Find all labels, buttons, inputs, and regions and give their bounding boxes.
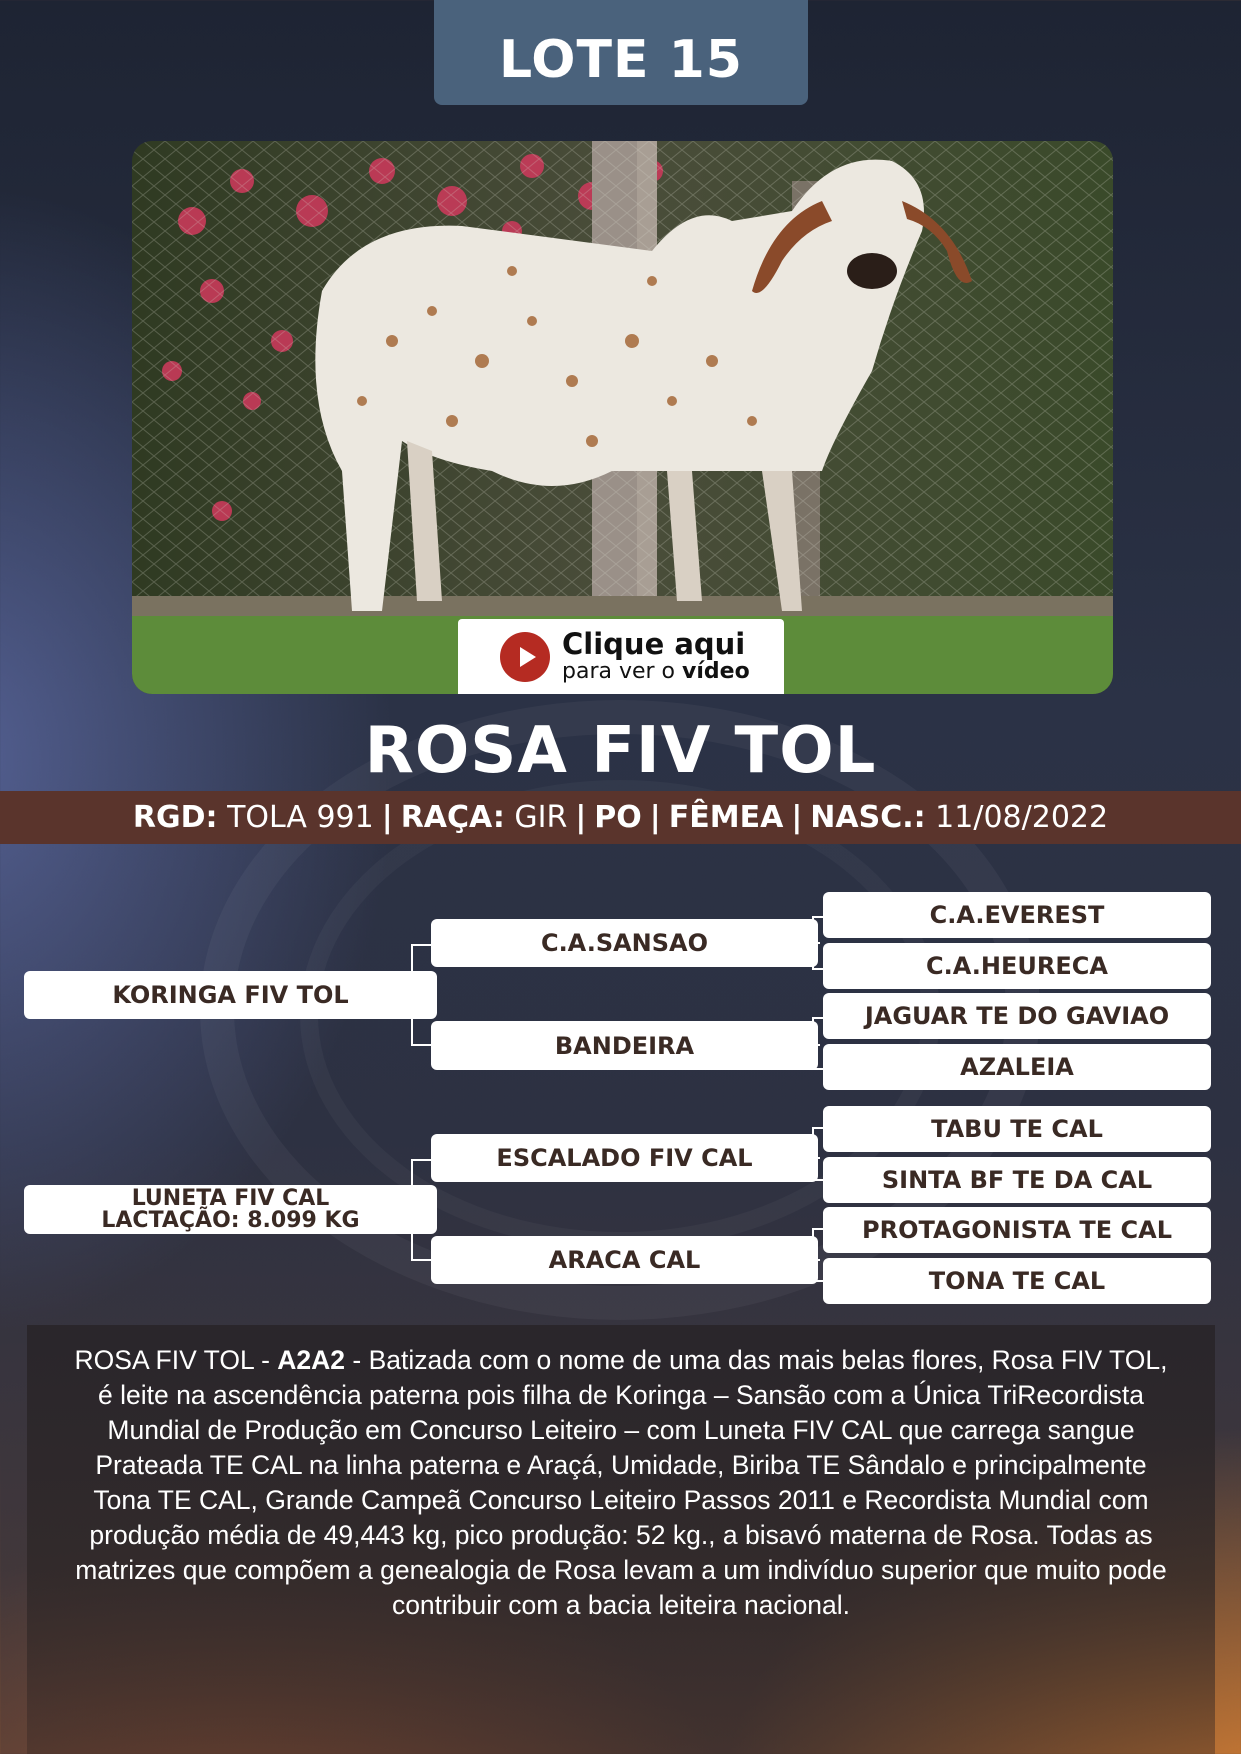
sex-value: FÊMEA xyxy=(668,800,784,835)
great-grandparent-box: TONA TE CAL xyxy=(823,1258,1211,1304)
great-grandparent-box: PROTAGONISTA TE CAL xyxy=(823,1207,1211,1253)
great-grandparent-box: C.A.HEURECA xyxy=(823,943,1211,989)
rgd-value: TOLA 991 xyxy=(227,800,374,835)
dam-lactation: LACTAÇÃO: 8.099 KG xyxy=(101,1207,360,1233)
great-grandparent-box: TABU TE CAL xyxy=(823,1106,1211,1152)
lot-number: LOTE 15 xyxy=(434,0,808,105)
sire-dam-box: BANDEIRA xyxy=(431,1021,818,1070)
sire-sire-box: C.A.SANSAO xyxy=(431,919,818,967)
video-button-sublabel: para ver o vídeo xyxy=(562,659,750,684)
description-text: ROSA FIV TOL - A2A2 - Batizada com o nome de uma das mais belas flores, Rosa FIV TOL, é leite na ascendência paterna pois filha de Koringa – Sansão com a Única TriRecordista Mundial de Produção em Concurso Leiteiro – com Luneta FIV CAL que carrega sangue Prateada TE CAL na linha paterna e Araçá, Umidade, Biriba TE Sândalo e principalmente Tona TE CAL, Grande Campeã Concurso Leiteiro Passos 2011 e Recordista Mundial com produção média de 49,443 kg, pico produção: 52 kg., a bisavó materna de Rosa. Todas as matrizes que compõem a genealogia de Rosa levam a um indivíduo superior que muito pode contribuir com a bacia leiteira nacional. xyxy=(74,1345,1168,1620)
nasc-label: NASC.: xyxy=(810,800,926,835)
rgd-label: RGD: xyxy=(132,800,218,835)
animal-name: ROSA FIV TOL xyxy=(364,714,877,788)
dam-name: LUNETA FIV CAL xyxy=(131,1185,330,1211)
class-value: PO xyxy=(594,800,642,835)
raca-label: RAÇA: xyxy=(400,800,505,835)
description-panel xyxy=(27,1325,1215,1754)
dam-dam-box: ARACA CAL xyxy=(431,1236,818,1284)
great-grandparent-box: SINTA BF TE DA CAL xyxy=(823,1157,1211,1203)
animal-info-bar: RGD: TOLA 991 | RAÇA: GIR | PO | FÊMEA | NASC.: 11/08/2022 xyxy=(0,791,1241,844)
dam-sire-box: ESCALADO FIV CAL xyxy=(431,1134,818,1182)
raca-value: GIR xyxy=(514,800,568,835)
sire-box: KORINGA FIV TOL xyxy=(24,971,437,1019)
nasc-value: 11/08/2022 xyxy=(935,800,1109,835)
great-grandparent-box: JAGUAR TE DO GAVIAO xyxy=(823,993,1211,1039)
video-button-label: Clique aqui xyxy=(562,627,746,661)
great-grandparent-box: AZALEIA xyxy=(823,1044,1211,1090)
dam-box xyxy=(24,1185,437,1234)
great-grandparent-box: C.A.EVEREST xyxy=(823,892,1211,938)
